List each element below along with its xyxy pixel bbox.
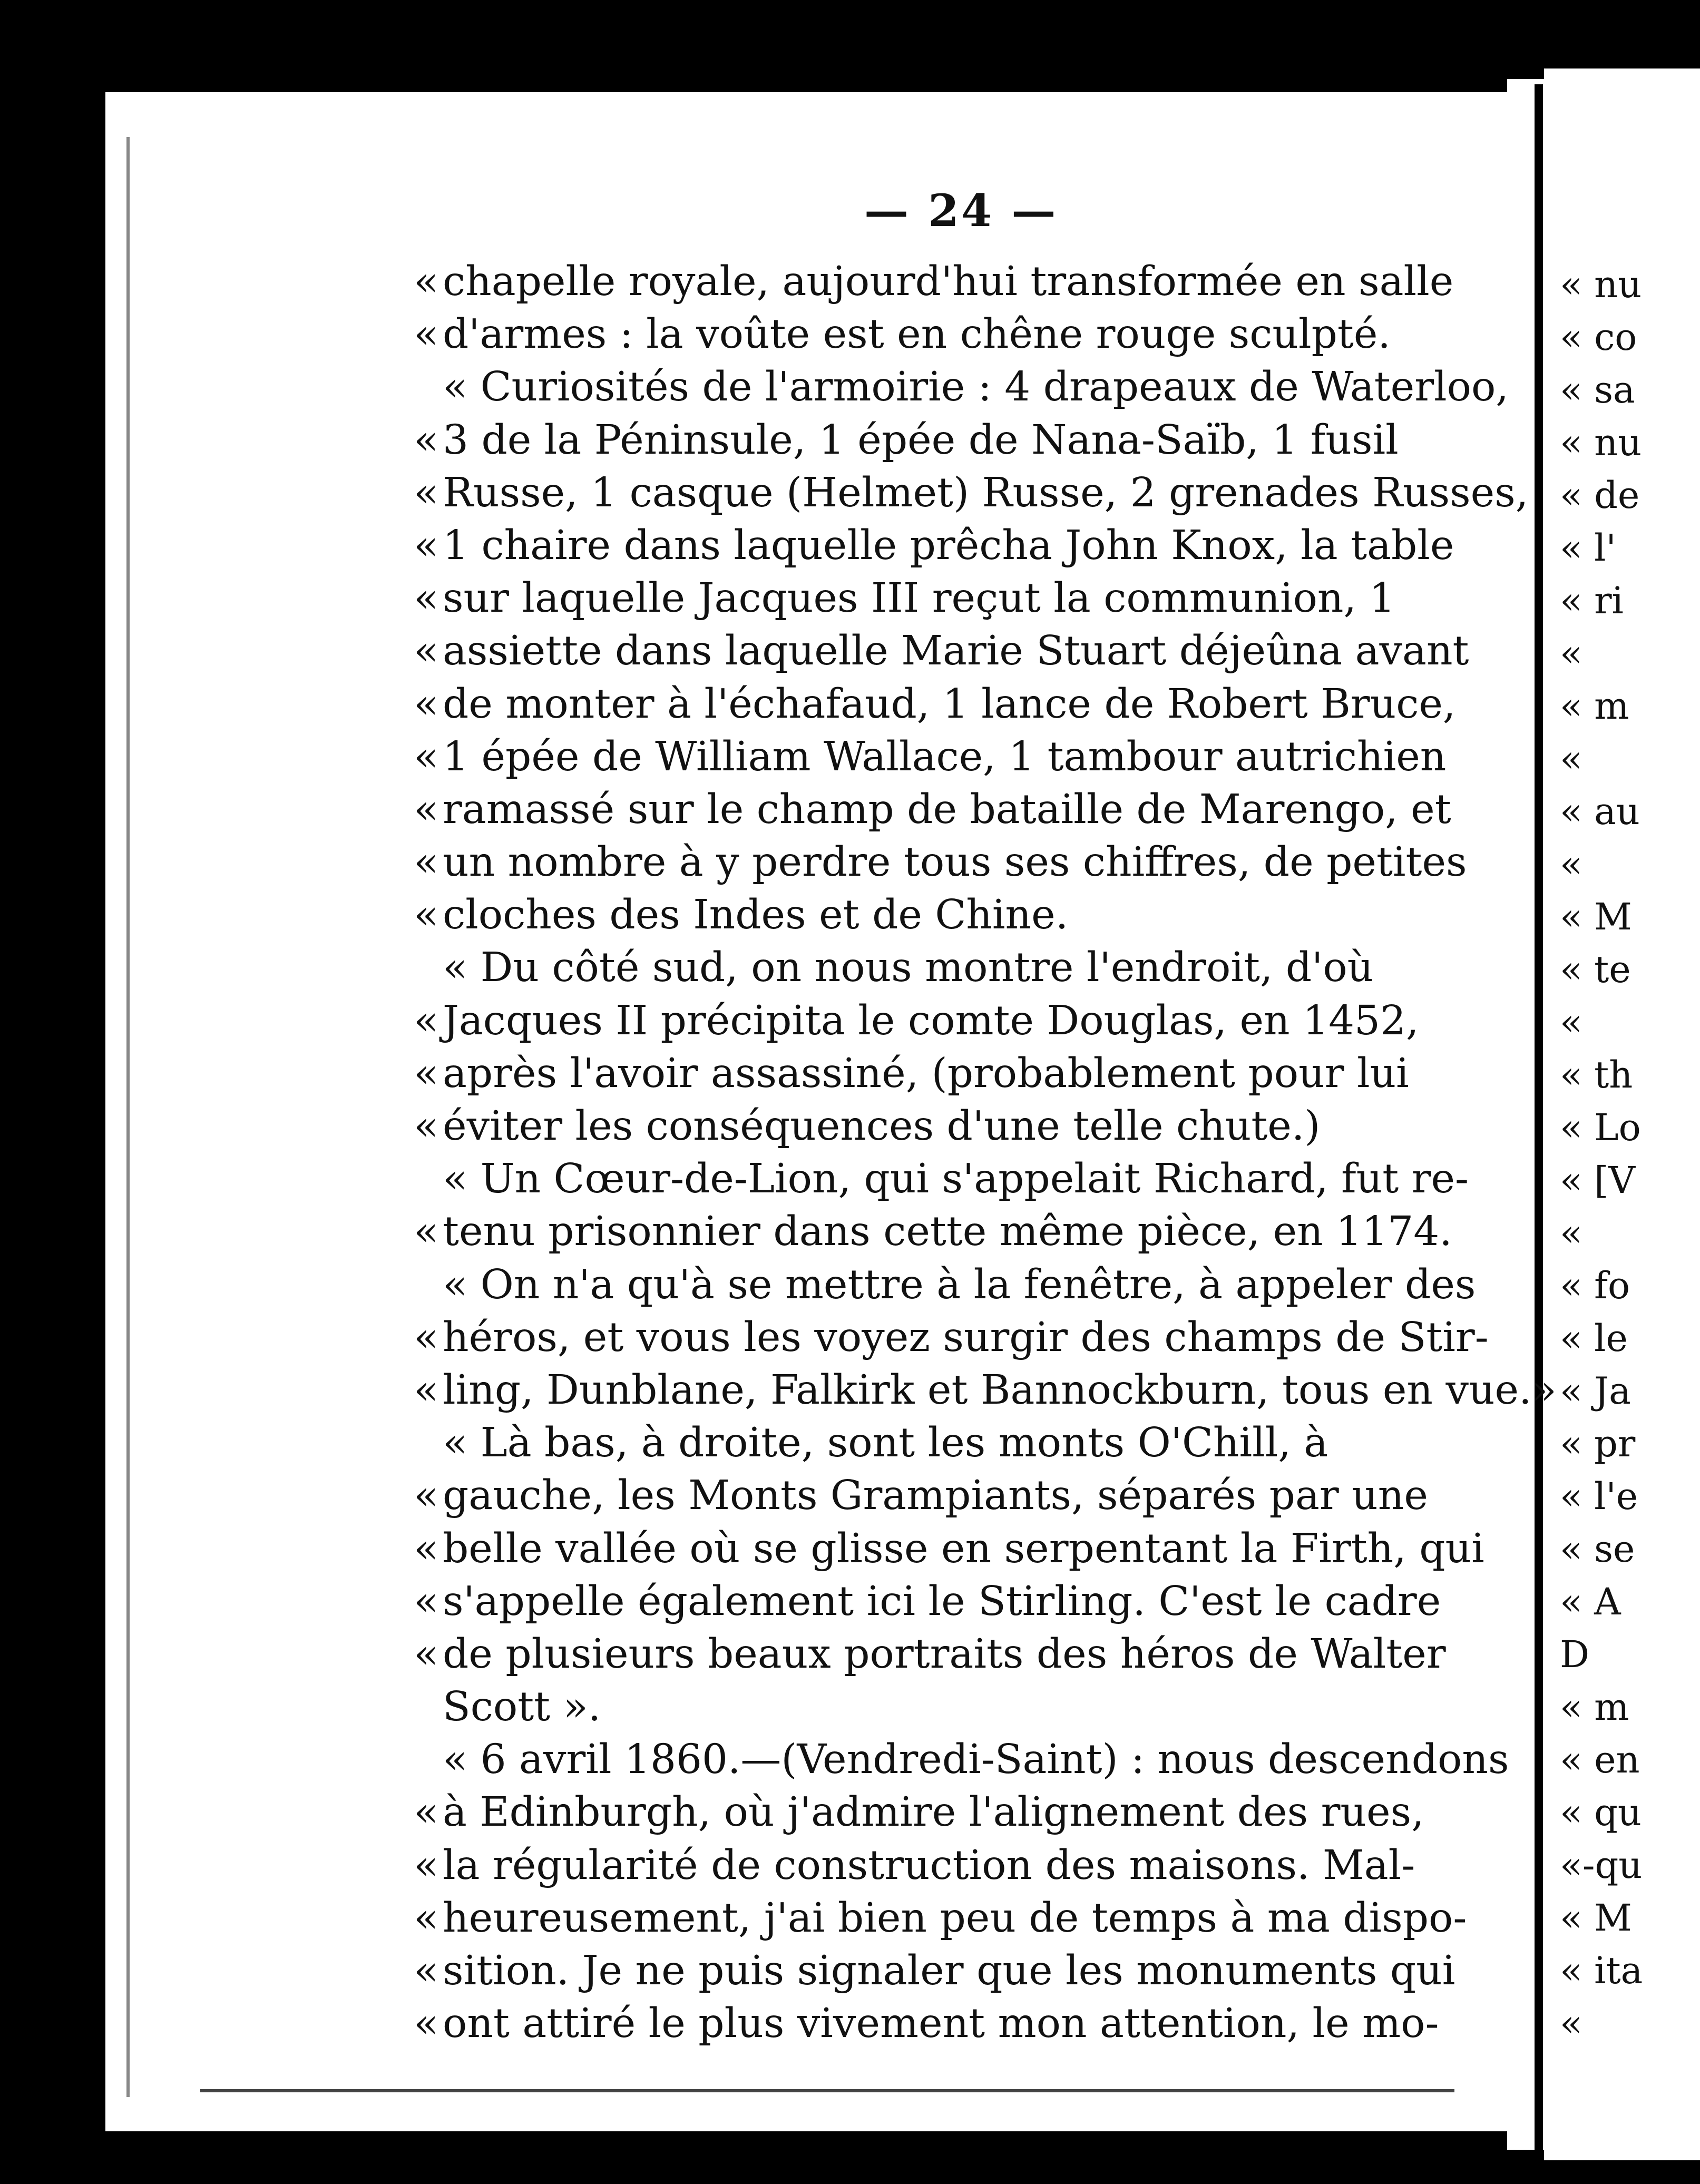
line-text: gauche, les Monts Grampiants, séparés par une xyxy=(443,1472,1428,1520)
facing-page-fragment: « sa xyxy=(1560,368,1635,412)
facing-page-fragment: « de xyxy=(1560,474,1640,517)
line-text: 1 épée de William Wallace, 1 tambour autrichien xyxy=(443,733,1447,780)
page-number: — 24 — xyxy=(864,184,1058,237)
facing-page-fragment: « qu xyxy=(1560,1791,1642,1834)
text-line: « 1 chaire dans laquelle prêcha John Knox, la table xyxy=(443,520,1444,572)
text-line xyxy=(443,942,1444,994)
line-text: 1 chaire dans laquelle prêcha John Knox, la table xyxy=(443,522,1454,569)
page-edge-left xyxy=(126,137,130,2097)
text-line: « 3 de la Péninsule, 1 épée de Nana-Saïb, 1 fusil xyxy=(443,414,1444,467)
line-text: Scott ». xyxy=(443,1683,601,1731)
page-edge-bottom xyxy=(200,2089,1454,2092)
facing-page-fragment: « xyxy=(1560,1211,1582,1255)
facing-page-fragment: « xyxy=(1560,737,1582,780)
facing-page-fragment: « en xyxy=(1560,1738,1640,1781)
page-body xyxy=(414,256,1557,2050)
facing-page-fragment: « nu xyxy=(1560,263,1642,306)
line-text: heureusement, j'ai bien peu de temps à ma dispo- xyxy=(443,1894,1467,1942)
facing-page-fragment: « nu xyxy=(1560,421,1642,464)
text-line: « la régularité de construction des maisons. Mal- xyxy=(443,1839,1444,1892)
text-line: « chapelle royale, aujourd'hui transformée en salle xyxy=(443,256,1444,308)
text-line: « ont attiré le plus vivement mon attention, le mo- xyxy=(443,1997,1444,2050)
facing-page-fragment: « au xyxy=(1560,790,1640,833)
facing-page-fragment: « [V xyxy=(1560,1159,1635,1202)
text-line: « après l'avoir assassiné, (probablement pour lui xyxy=(443,1047,1444,1100)
text-line: « sur laquelle Jacques III reçut la communion, 1 xyxy=(443,572,1444,625)
facing-page-fragment: « ri xyxy=(1560,579,1624,622)
text-line: « s'appelle également ici le Stirling. C'est le cadre xyxy=(443,1575,1444,1628)
line-text: d'armes : la voûte est en chêne rouge sculpté. xyxy=(443,311,1391,358)
line-text: « Là bas, à droite, sont les monts O'Chill, à xyxy=(443,1419,1328,1467)
line-text: ling, Dunblane, Falkirk et Bannockburn, tous en vue.» xyxy=(443,1366,1557,1414)
line-text: tenu prisonnier dans cette même pièce, en 1174. xyxy=(443,1208,1452,1256)
facing-page-fragment: « l' xyxy=(1560,526,1616,570)
line-text: sur laquelle Jacques III reçut la communion, 1 xyxy=(443,575,1395,622)
text-line xyxy=(443,1417,1444,1470)
text-line: « belle vallée où se glisse en serpentant la Firth, qui xyxy=(443,1523,1444,1575)
line-text: Russe, 1 casque (Helmet) Russe, 2 grenades Russes, xyxy=(443,469,1529,516)
line-text: Jacques II précipita le comte Douglas, en 1452, xyxy=(443,997,1419,1044)
text-line xyxy=(443,1734,1509,1786)
line-text: « Du côté sud, on nous montre l'endroit, d'où xyxy=(443,944,1374,992)
text-line: « gauche, les Monts Grampiants, séparés par une xyxy=(443,1470,1444,1522)
facing-page-fragment: « l'e xyxy=(1560,1475,1638,1518)
line-text: de plusieurs beaux portraits des héros de Walter xyxy=(443,1630,1446,1678)
facing-page-fragment: « le xyxy=(1560,1317,1628,1360)
facing-page-fragment: « xyxy=(1560,632,1582,675)
text-line: « sition. Je ne puis signaler que les monuments qui xyxy=(443,1945,1444,1997)
facing-page-fragment: « m xyxy=(1560,1686,1629,1729)
line-text: 3 de la Péninsule, 1 épée de Nana-Saïb, 1 fusil xyxy=(443,416,1399,464)
text-line: « heureusement, j'ai bien peu de temps à ma dispo- xyxy=(443,1892,1444,1945)
line-text: « Curiosités de l'armoirie : 4 drapeaux de Waterloo, xyxy=(443,364,1509,411)
facing-page-fragment: « Lo xyxy=(1560,1106,1641,1149)
text-line: « à Edinburgh, où j'admire l'alignement des rues, xyxy=(443,1786,1444,1839)
facing-page-fragment: « M xyxy=(1560,895,1632,938)
line-text: « 6 avril 1860.—(Vendredi-Saint) : nous descendons xyxy=(443,1736,1509,1784)
line-text: cloches des Indes et de Chine. xyxy=(443,892,1069,939)
facing-page-fragment: « ita xyxy=(1560,1949,1643,1992)
text-line xyxy=(443,1259,1476,1311)
facing-page-fragment: «-qu xyxy=(1560,1844,1643,1887)
line-text: sition. Je ne puis signaler que les monuments qui xyxy=(443,1947,1455,1994)
facing-page-fragment: D xyxy=(1560,1633,1590,1676)
facing-page-fragment: « A xyxy=(1560,1580,1621,1623)
line-text: s'appelle également ici le Stirling. C'est le cadre xyxy=(443,1578,1441,1625)
facing-page-fragment: « pr xyxy=(1560,1422,1636,1465)
text-line: « de plusieurs beaux portraits des héros de Walter xyxy=(443,1628,1444,1681)
facing-page-fragment: « M xyxy=(1560,1896,1632,1940)
line-text: « On n'a qu'à se mettre à la fenêtre, à appeler des xyxy=(443,1261,1476,1308)
text-line: « éviter les conséquences d'une telle chute.) xyxy=(443,1100,1444,1153)
facing-page-fragment: « xyxy=(1560,1001,1582,1044)
line-text: la régularité de construction des maisons. Mal- xyxy=(443,1842,1415,1889)
line-text: ramassé sur le champ de bataille de Marengo, et xyxy=(443,786,1451,833)
text-line: « de monter à l'échafaud, 1 lance de Robert Bruce, xyxy=(443,678,1444,731)
facing-page-fragment: « m xyxy=(1560,684,1629,728)
facing-page-fragment: « se xyxy=(1560,1527,1635,1571)
facing-page-fragments xyxy=(1560,258,1643,2050)
text-line: « assiette dans laquelle Marie Stuart déjeûna avant xyxy=(443,625,1444,678)
line-text: ont attiré le plus vivement mon attention, le mo- xyxy=(443,2000,1439,2048)
line-text: « Un Cœur-de-Lion, qui s'appelait Richard, fut re- xyxy=(443,1155,1469,1203)
facing-page-fragment: « th xyxy=(1560,1053,1633,1096)
text-line: « ling, Dunblane, Falkirk et Bannockburn, tous en vue.» xyxy=(443,1364,1444,1417)
text-line: « ramassé sur le champ de bataille de Marengo, et xyxy=(443,784,1444,836)
text-line: « Jacques II précipita le comte Douglas, en 1452, xyxy=(443,995,1444,1047)
text-line xyxy=(443,1153,1469,1206)
text-line: « un nombre à y perdre tous ses chiffres, de petites xyxy=(443,836,1444,889)
line-text: de monter à l'échafaud, 1 lance de Robert Bruce, xyxy=(443,680,1456,728)
line-text: un nombre à y perdre tous ses chiffres, de petites xyxy=(443,839,1467,886)
facing-page-fragment: « co xyxy=(1560,316,1637,359)
facing-page-fragment: « xyxy=(1560,843,1582,886)
line-text: éviter les conséquences d'une telle chute.) xyxy=(443,1103,1321,1150)
line-text: à Edinburgh, où j'admire l'alignement des rues, xyxy=(443,1789,1424,1836)
text-line: « tenu prisonnier dans cette même pièce, en 1174. xyxy=(443,1206,1444,1258)
facing-page-fragment: « te xyxy=(1560,948,1631,991)
text-line: « d'armes : la voûte est en chêne rouge sculpté. xyxy=(443,308,1444,361)
text-line xyxy=(443,1681,1444,1734)
line-text: assiette dans laquelle Marie Stuart déjeûna avant xyxy=(443,628,1469,675)
line-text: chapelle royale, aujourd'hui transformée en salle xyxy=(443,258,1454,305)
facing-page-fragment: « Ja xyxy=(1560,1369,1631,1413)
text-line xyxy=(443,361,1509,414)
gutter-shadow xyxy=(1535,84,1543,2150)
line-text: héros, et vous les voyez surgir des champs de Stir- xyxy=(443,1314,1489,1361)
text-line: « Russe, 1 casque (Helmet) Russe, 2 grenades Russes, xyxy=(443,467,1444,520)
facing-page-fragment: « fo xyxy=(1560,1264,1630,1307)
line-text: belle vallée où se glisse en serpentant la Firth, qui xyxy=(443,1525,1484,1572)
text-line: « héros, et vous les voyez surgir des champs de Stir- xyxy=(443,1311,1444,1364)
text-line: « 1 épée de William Wallace, 1 tambour autrichien xyxy=(443,731,1444,784)
facing-page-fragment: « xyxy=(1560,2002,1582,2045)
line-text: après l'avoir assassiné, (probablement pour lui xyxy=(443,1050,1409,1097)
text-line: « cloches des Indes et de Chine. xyxy=(443,889,1444,942)
